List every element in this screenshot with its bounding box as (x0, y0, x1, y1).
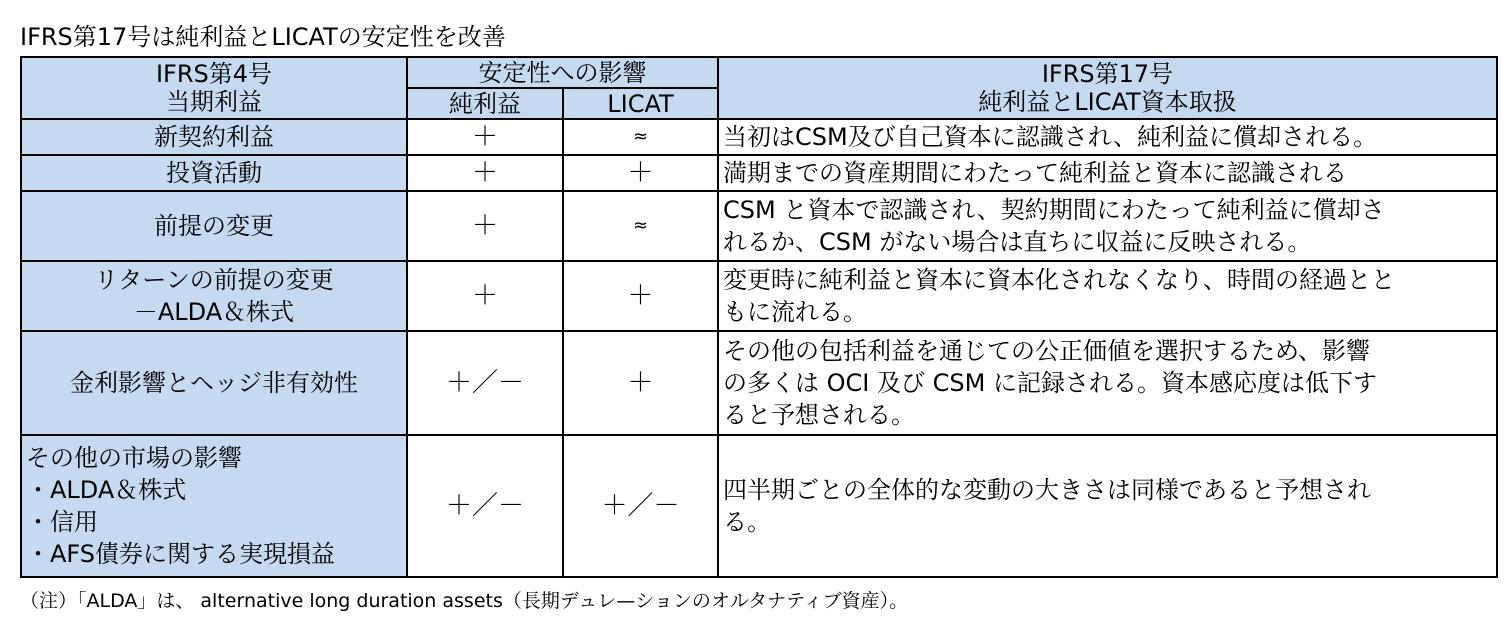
header-ifrs4-line1: IFRS第4号 (155, 60, 273, 88)
footnote: （注）「ALDA」は、 alternative long duration assets（長期デュレ—ションのオルタナティブ資産）。 (20, 590, 909, 612)
net-income-mark: ＋ (407, 155, 563, 191)
row-label (21, 331, 407, 435)
header-ifrs4 (21, 57, 407, 119)
header-net-income: 純利益 (407, 88, 563, 119)
row-description-line: る。 (723, 508, 771, 536)
net-income-mark: ＋ (407, 191, 563, 261)
row-description-line: 四半期ごとの全体的な変動の大きさは同様であると予想され (723, 476, 1371, 504)
row-description-line: もに流れる。 (723, 298, 867, 326)
net-income-mark: ＋ (407, 119, 563, 155)
table-row (21, 155, 1497, 191)
licat-mark: ＋／－ (563, 435, 718, 577)
licat-mark: ＋ (563, 331, 718, 435)
row-label (21, 261, 407, 331)
header-ifrs4-line2: 当期利益 (166, 88, 262, 116)
row-label (21, 155, 407, 191)
row-label-line: ・信用 (26, 508, 98, 536)
licat-mark: ＋ (563, 261, 718, 331)
table-row (21, 435, 1497, 577)
row-description-line: その他の包括利益を通じての公正価値を選択するため、影響 (723, 337, 1371, 365)
row-label-line: 前提の変更 (154, 212, 274, 240)
row-description (718, 331, 1497, 435)
row-label-line: 金利影響とヘッジ非有効性 (70, 369, 358, 397)
comparison-table (20, 56, 1498, 578)
header-ifrs17-line1: IFRS第17号 (1041, 60, 1174, 88)
table-row (21, 261, 1497, 331)
row-label (21, 435, 407, 577)
header-ifrs17-line2: 純利益とLICAT資本取扱 (978, 88, 1237, 116)
licat-mark: ≈ (563, 191, 718, 261)
page-title: IFRS第17号は純利益とLICATの安定性を改善 (20, 23, 506, 51)
header-licat: LICAT (563, 88, 718, 119)
row-label-line: リターンの前提の変更 (94, 266, 334, 294)
row-label (21, 119, 407, 155)
table-row (21, 119, 1497, 155)
row-label-line: 新契約利益 (154, 123, 274, 151)
licat-mark: ＋ (563, 155, 718, 191)
row-description-line: 満期までの資産期間にわたって純利益と資本に認識される (723, 159, 1347, 187)
row-description (718, 155, 1497, 191)
row-label-line: －ALDA＆株式 (133, 298, 295, 326)
row-description-line: ると予想される。 (723, 401, 915, 429)
row-description-line: の多くは OCI 及び CSM に記録される。資本感応度は低下す (723, 369, 1377, 397)
row-description-line: れるか、CSM がない場合は直ちに収益に反映される。 (723, 228, 1312, 256)
net-income-mark: ＋ (407, 261, 563, 331)
row-label-line: その他の市場の影響 (26, 444, 242, 472)
table-row (21, 191, 1497, 261)
header-impact-group: 安定性への影響 (407, 57, 718, 88)
row-description-line: CSM と資本で認識され、契約期間にわたって純利益に償却さ (723, 196, 1385, 224)
row-description (718, 435, 1497, 577)
row-label (21, 191, 407, 261)
row-label-line: ・AFS債券に関する実現損益 (26, 540, 336, 568)
table-row (21, 331, 1497, 435)
header-ifrs17 (718, 57, 1497, 119)
row-description-line: 当初はCSM及び自己資本に認識され、純利益に償却される。 (723, 123, 1378, 151)
row-label-line: 投資活動 (166, 159, 262, 187)
net-income-mark: ＋／－ (407, 331, 563, 435)
row-description (718, 261, 1497, 331)
net-income-mark: ＋／－ (407, 435, 563, 577)
licat-mark: ≈ (563, 119, 718, 155)
header-row-1 (21, 57, 1497, 88)
row-description-line: 変更時に純利益と資本に資本化されなくなり、時間の経過とと (723, 266, 1395, 294)
row-label-line: ・ALDA＆株式 (26, 476, 187, 504)
row-description (718, 191, 1497, 261)
row-description (718, 119, 1497, 155)
